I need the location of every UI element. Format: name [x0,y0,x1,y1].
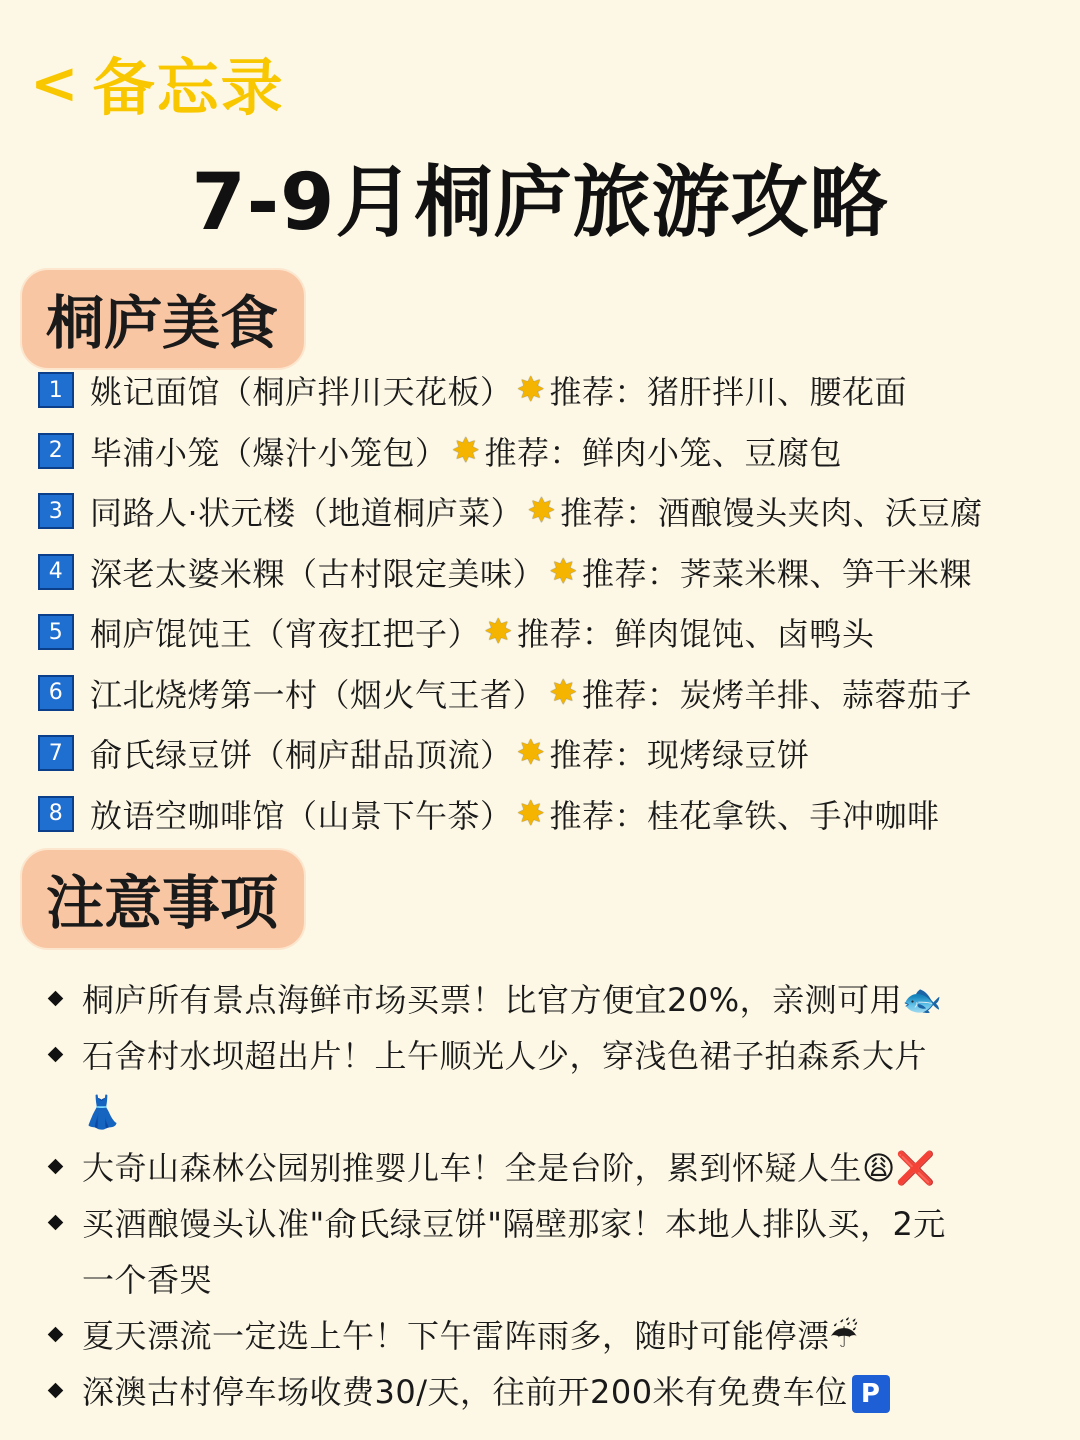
list-item [38,360,1068,421]
list-item [46,1196,1006,1308]
bullet-icon [48,1327,64,1343]
tip-text: 桐庐所有景点海鲜市场买票！比官方便宜20%，亲测可用 [82,981,903,1019]
number-badge: 2 [38,433,74,469]
star-icon: ✸ [484,612,514,653]
recommendation: 推荐：现烤绿豆饼 [549,736,810,775]
bullet-icon [48,991,64,1007]
number-badge: 7 [38,735,74,771]
star-icon: ✸ [516,793,546,834]
restaurant-name: 同路人·状元楼（地道桐庐菜） [90,494,524,533]
list-item [46,1364,1006,1420]
star-icon: ✸ [516,733,546,774]
number-badge: 6 [38,675,74,711]
tired-face-cross-icon: 😩❌ [862,1149,937,1187]
bullet-icon [48,1159,64,1175]
list-item [38,663,1068,724]
bullet-icon [48,1383,64,1399]
tip-text: 买酒酿馒头认准"俞氏绿豆饼"隔壁那家！本地人排队买，2元 [82,1205,946,1243]
dress-icon: 👗 [82,1093,123,1131]
bullet-icon [48,1215,64,1231]
number-badge: 8 [38,796,74,832]
food-list [38,360,1068,844]
restaurant-name: 江北烧烤第一村（烟火气王者） [90,675,546,714]
recommendation: 推荐：鲜肉馄饨、卤鸭头 [517,615,875,654]
list-item [46,1028,1006,1140]
restaurant-name: 深老太婆米粿（古村限定美味） [90,554,546,593]
list-item [38,421,1068,482]
restaurant-name: 毕浦小笼（爆汁小笼包） [90,433,448,472]
list-item [46,972,1006,1028]
chevron-left-icon: < [30,48,81,117]
umbrella-rain-icon: ☔ [829,1317,859,1355]
star-icon: ✸ [549,551,579,592]
list-item [38,784,1068,845]
recommendation: 推荐：荠菜米粿、笋干米粿 [582,554,973,593]
tips-list [46,972,1006,1420]
restaurant-name: 放语空咖啡馆（山景下午茶） [90,796,513,835]
back-button[interactable] [30,38,285,127]
recommendation: 推荐：鲜肉小笼、豆腐包 [484,433,843,472]
food-section-heading: 桐庐美食 [22,270,304,368]
parking-icon: P [852,1375,890,1413]
recommendation: 推荐：酒酿馒头夹肉、沃豆腐 [560,494,983,533]
list-item [46,1140,1006,1196]
list-item [46,1308,1006,1364]
star-icon: ✸ [451,430,481,471]
tip-text: 石舍村水坝超出片！上午顺光人少，穿浅色裙子拍森系大片 [82,1037,928,1075]
tip-text-continued: 一个香哭 [82,1261,213,1299]
back-label: 备忘录 [92,51,285,124]
restaurant-name: 姚记面馆（桐庐拌川天花板） [90,373,513,412]
list-item [38,723,1068,784]
list-item [38,602,1068,663]
tip-text: 深澳古村停车场收费30/天，往前开200米有免费车位 [82,1373,848,1411]
tip-text: 大奇山森林公园别推婴儿车！全是台阶，累到怀疑人生 [82,1149,863,1187]
page-title: 7-9月桐庐旅游攻略 [191,158,889,248]
recommendation: 推荐：猪肝拌川、腰花面 [549,373,908,412]
number-badge: 5 [38,614,74,650]
star-icon: ✸ [527,491,557,532]
list-item [38,542,1068,603]
tip-text: 夏天漂流一定选上午！下午雷阵雨多，随时可能停漂 [82,1317,830,1355]
list-item [38,481,1068,542]
bullet-icon [48,1047,64,1063]
number-badge: 3 [38,493,74,529]
restaurant-name: 俞氏绿豆饼（桐庐甜品顶流） [90,736,513,775]
number-badge: 4 [38,554,74,590]
recommendation: 推荐：炭烤羊排、蒜蓉茄子 [582,675,973,714]
tips-section-heading: 注意事项 [22,850,304,948]
recommendation: 推荐：桂花拿铁、手冲咖啡 [549,796,940,835]
fish-icon: 🐟 [902,981,943,1019]
star-icon: ✸ [516,370,546,411]
star-icon: ✸ [549,672,579,713]
number-badge: 1 [38,372,74,408]
restaurant-name: 桐庐馄饨王（宵夜扛把子） [90,615,481,654]
